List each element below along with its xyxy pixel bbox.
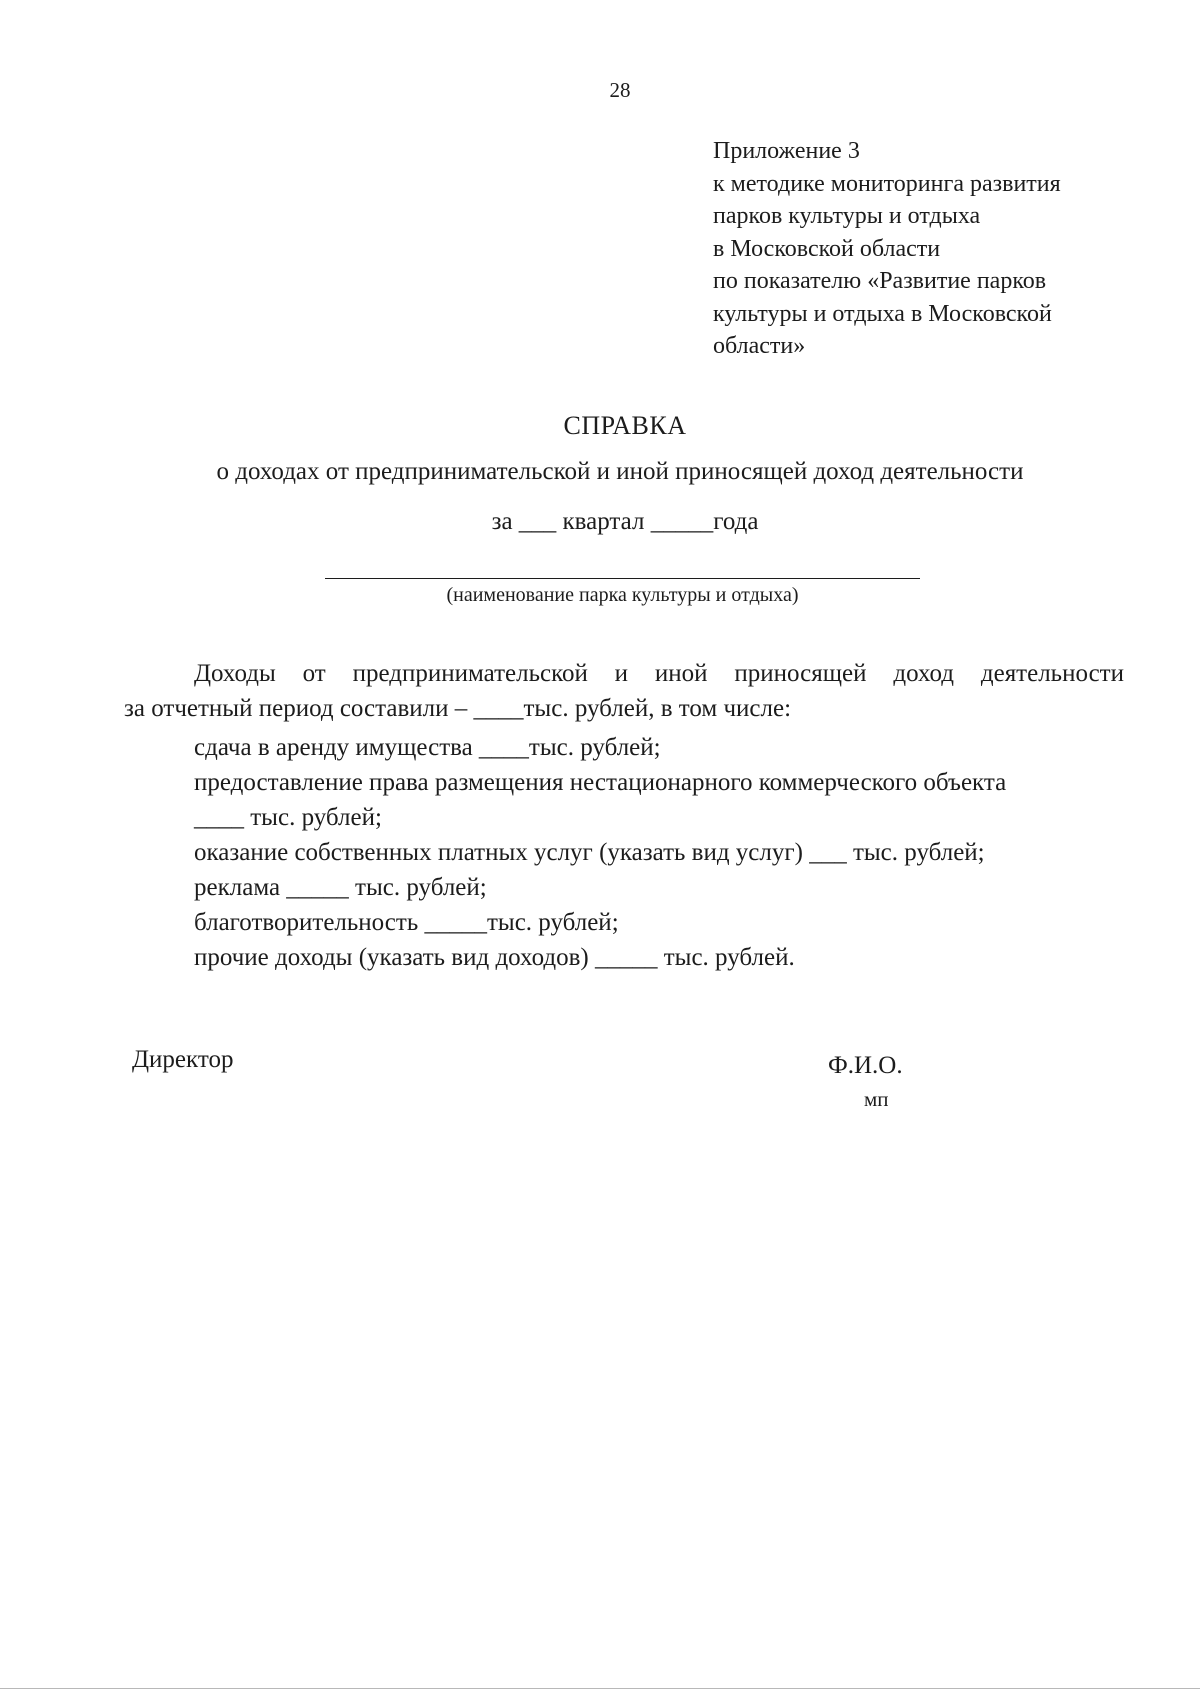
appendix-line: в Московской области xyxy=(713,235,941,262)
appendix-line: Приложение 3 xyxy=(713,138,860,164)
income-item-charity: благотворительность _____тыс. рублей; xyxy=(194,909,619,936)
appendix-line: парков культуры и отдыха xyxy=(713,203,981,229)
appendix-block xyxy=(713,135,1153,363)
page-number: 28 xyxy=(609,78,631,102)
appendix-line: области» xyxy=(713,333,806,359)
document-subtitle: о доходах от предпринимательской и иной приносящей доход деятельности xyxy=(216,458,1024,485)
income-item-other: прочие доходы (указать вид доходов) _____ тыс. рублей. xyxy=(194,944,795,971)
document-title: СПРАВКА xyxy=(563,411,687,440)
appendix-line: к методике мониторинга развития xyxy=(713,170,1061,197)
appendix-line: культуры и отдыха в Московской xyxy=(713,300,1052,327)
reporting-period-line: за ___ квартал _____года xyxy=(491,508,759,535)
income-item-placement-amount: ____ тыс. рублей; xyxy=(194,804,382,831)
park-name-caption: (наименование парка культуры и отдыха) xyxy=(446,584,799,606)
stamp-place-label: мп xyxy=(864,1087,889,1111)
income-item-advertising: реклама _____ тыс. рублей; xyxy=(194,874,487,901)
income-item-paid-services: оказание собственных платных услуг (указать вид услуг) ___ тыс. рублей; xyxy=(194,839,985,866)
signature-director-label: Директор xyxy=(132,1046,234,1073)
intro-line-1: Доходы от предпринимательской и иной приносящей доход деятельности xyxy=(194,660,1124,687)
appendix-line: по показателю «Развитие парков xyxy=(713,268,1047,294)
intro-line-2: за отчетный период составили – ____тыс. рублей, в том числе: xyxy=(124,695,792,722)
income-items-list xyxy=(124,730,1124,975)
signature-fio-label: Ф.И.О. xyxy=(828,1052,903,1079)
document-body xyxy=(124,656,1124,975)
income-item-placement: предоставление права размещения нестационарного коммерческого объекта xyxy=(194,769,1007,796)
park-name-underline xyxy=(325,578,920,579)
income-item-rent: сдача в аренду имущества ____тыс. рублей; xyxy=(194,734,661,761)
page-bottom-rule xyxy=(0,1688,1200,1689)
